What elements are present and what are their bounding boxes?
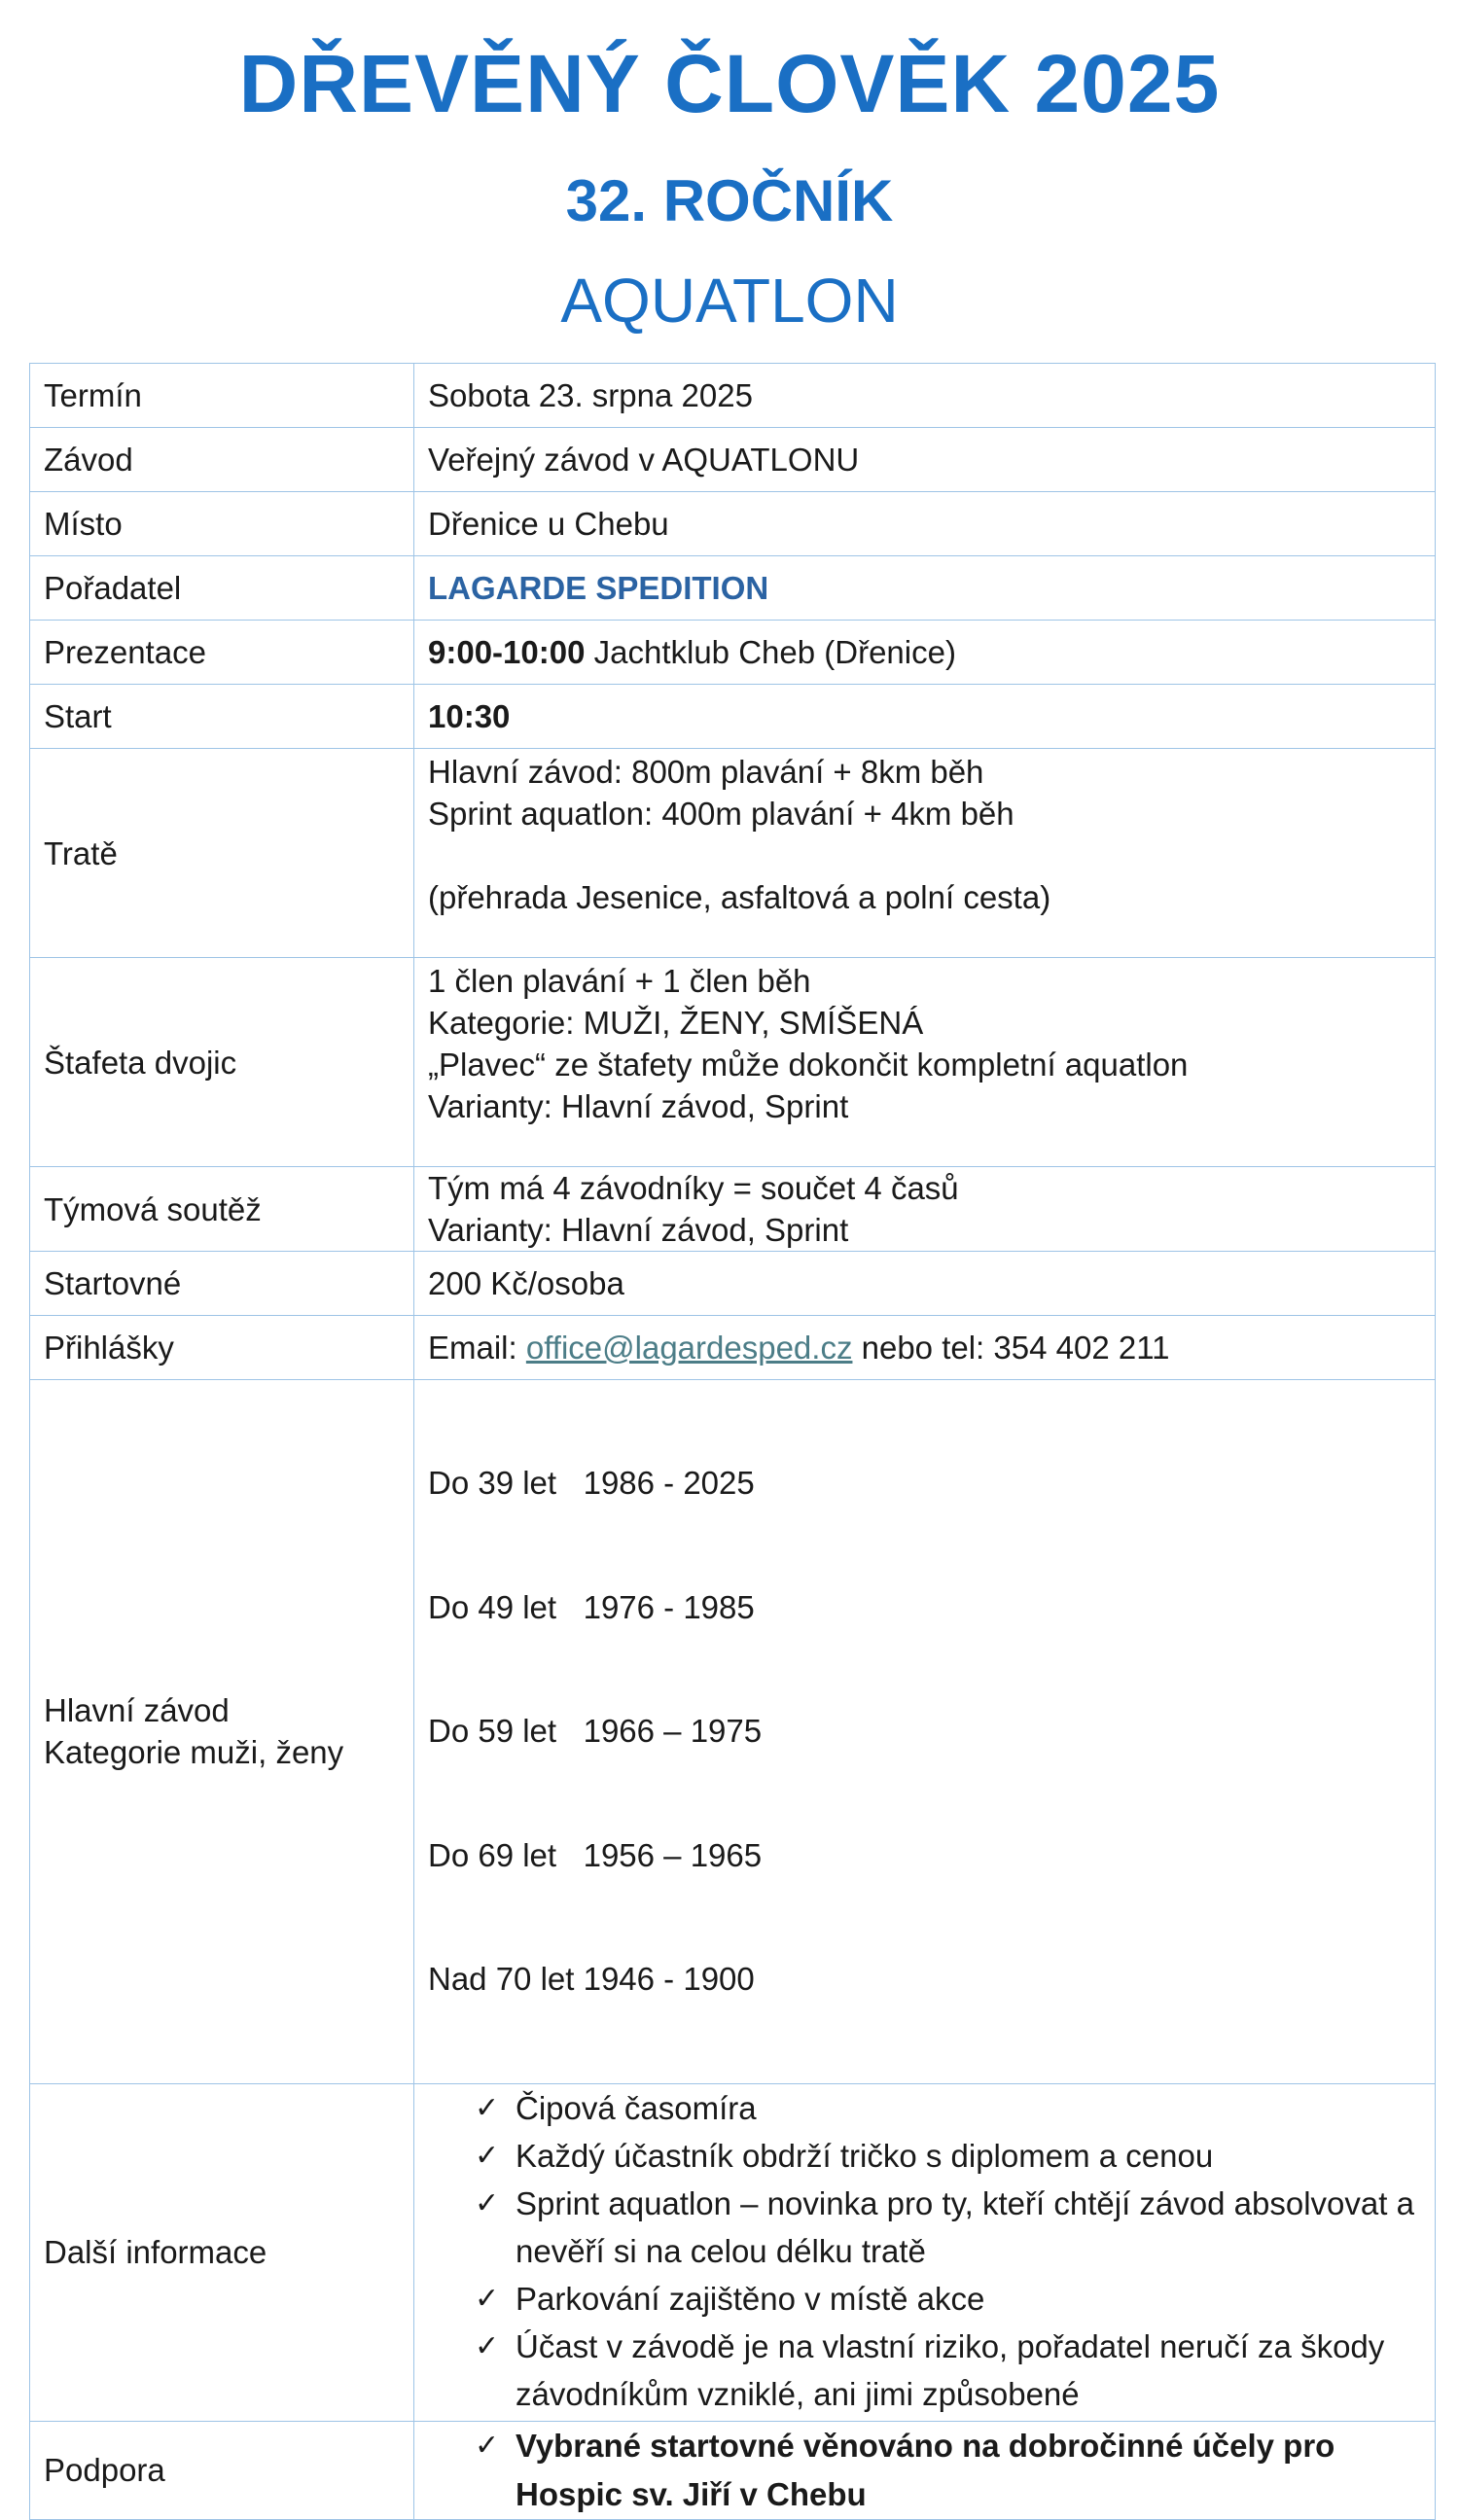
row-label: Přihlášky	[30, 1316, 414, 1380]
race-info-table	[29, 363, 1436, 2520]
list-item: ✓ Sprint aquatlon – novinka pro ty, kteří chtějí závod absolvovat a nevěří si na celou délku tratě	[475, 2180, 1421, 2275]
row-value	[414, 2421, 1436, 2519]
check-icon: ✓	[475, 2329, 500, 2362]
table-row	[30, 1316, 1436, 1380]
label-line: Kategorie muži, ženy	[44, 1734, 344, 1771]
table-row	[30, 2083, 1436, 2421]
label-line: Hlavní závod	[44, 1692, 230, 1729]
row-label: Závod	[30, 428, 414, 492]
row-label: Termín	[30, 364, 414, 428]
row-value	[414, 621, 1436, 685]
table-row	[30, 2421, 1436, 2519]
category-line: Do 69 let 1956 – 1965	[428, 1836, 763, 1873]
row-label: Tratě	[30, 749, 414, 958]
category-line: Do 49 let 1976 - 1985	[428, 1588, 755, 1625]
row-value	[414, 958, 1436, 1167]
text-line: Hlavní závod: 800m plavání + 8km běh	[428, 754, 984, 790]
table-row	[30, 749, 1436, 958]
support-list	[428, 2422, 1421, 2519]
table-row	[30, 1252, 1436, 1316]
list-item: ✓ Parkování zajištěno v místě akce	[475, 2275, 1421, 2323]
table-row	[30, 1380, 1436, 2084]
registration-place: Jachtklub Cheb (Dřenice)	[585, 634, 956, 670]
text-line: „Plavec“ ze štafety může dokončit kompletní aquatlon	[428, 1047, 1189, 1083]
check-icon: ✓	[475, 2282, 500, 2315]
category-line: Nad 70 let 1946 - 1900	[428, 1961, 755, 1997]
row-label	[30, 1380, 414, 2084]
table-row	[30, 428, 1436, 492]
check-icon: ✓	[475, 2139, 500, 2172]
row-label: Týmová soutěž	[30, 1167, 414, 1252]
row-value	[414, 1167, 1436, 1252]
email-link[interactable]: office@lagardesped.cz	[525, 1330, 853, 1366]
spacer	[428, 834, 1421, 876]
check-icon: ✓	[475, 2091, 500, 2124]
row-value: Dřenice u Chebu	[414, 492, 1436, 556]
row-value	[414, 1316, 1436, 1380]
row-value: Veřejný závod v AQUATLONU	[414, 428, 1436, 492]
row-value	[414, 2083, 1436, 2421]
category-line: Do 39 let 1986 - 2025	[428, 1465, 755, 1501]
list-item: ✓ Účast v závodě je na vlastní riziko, pořadatel neručí za škody závodníkům vzniklé, ani jimi způsobené	[475, 2323, 1421, 2418]
registration-time: 9:00-10:00	[428, 634, 586, 670]
info-list	[428, 2084, 1421, 2418]
row-value: Sobota 23. srpna 2025	[414, 364, 1436, 428]
phone-text: nebo tel: 354 402 211	[852, 1330, 1170, 1366]
table-row	[30, 492, 1436, 556]
text-line: Varianty: Hlavní závod, Sprint	[428, 1212, 849, 1248]
text-line: Sprint aquatlon: 400m plavání + 4km běh	[428, 796, 1014, 832]
row-label: Další informace	[30, 2083, 414, 2421]
discipline-heading: AQUATLON	[560, 266, 899, 336]
row-label: Podpora	[30, 2421, 414, 2519]
list-item: ✓ Čipová časomíra	[475, 2084, 1421, 2132]
row-label: Startovné	[30, 1252, 414, 1316]
check-icon: ✓	[475, 2429, 500, 2462]
table-row	[30, 556, 1436, 621]
text-line: Varianty: Hlavní závod, Sprint	[428, 1088, 849, 1124]
table-row	[30, 958, 1436, 1167]
table-row	[30, 621, 1436, 685]
text-line: Kategorie: MUŽI, ŽENY, SMÍŠENÁ	[428, 1005, 924, 1041]
row-label: Místo	[30, 492, 414, 556]
table-row	[30, 685, 1436, 749]
row-label: Start	[30, 685, 414, 749]
table-row	[30, 1167, 1436, 1252]
text-line: 1 člen plavání + 1 člen běh	[428, 963, 811, 999]
check-icon: ✓	[475, 2186, 500, 2219]
email-prefix: Email:	[428, 1330, 526, 1366]
row-label: Prezentace	[30, 621, 414, 685]
row-value	[414, 749, 1436, 958]
text-line: (přehrada Jesenice, asfaltová a polní cesta)	[428, 879, 1051, 915]
category-line: Do 59 let 1966 – 1975	[428, 1713, 763, 1749]
page-title: DŘEVĚNÝ ČLOVĚK 2025	[238, 38, 1221, 129]
row-label: Pořadatel	[30, 556, 414, 621]
table-row	[30, 364, 1436, 428]
list-item: ✓ Vybrané startovné věnováno na dobročinné účely pro Hospic sv. Jiří v Chebu	[475, 2422, 1421, 2519]
start-time: 10:30	[414, 685, 1436, 749]
text-line: Tým má 4 závodníky = součet 4 časů	[428, 1170, 959, 1206]
edition-heading: 32. ROČNÍK	[565, 168, 894, 233]
list-item: ✓ Každý účastník obdrží tričko s diplomem a cenou	[475, 2132, 1421, 2180]
row-label: Štafeta dvojic	[30, 958, 414, 1167]
row-value: 200 Kč/osoba	[414, 1252, 1436, 1316]
row-value	[414, 1380, 1436, 2084]
organizer-name: LAGARDE SPEDITION	[414, 556, 1436, 621]
